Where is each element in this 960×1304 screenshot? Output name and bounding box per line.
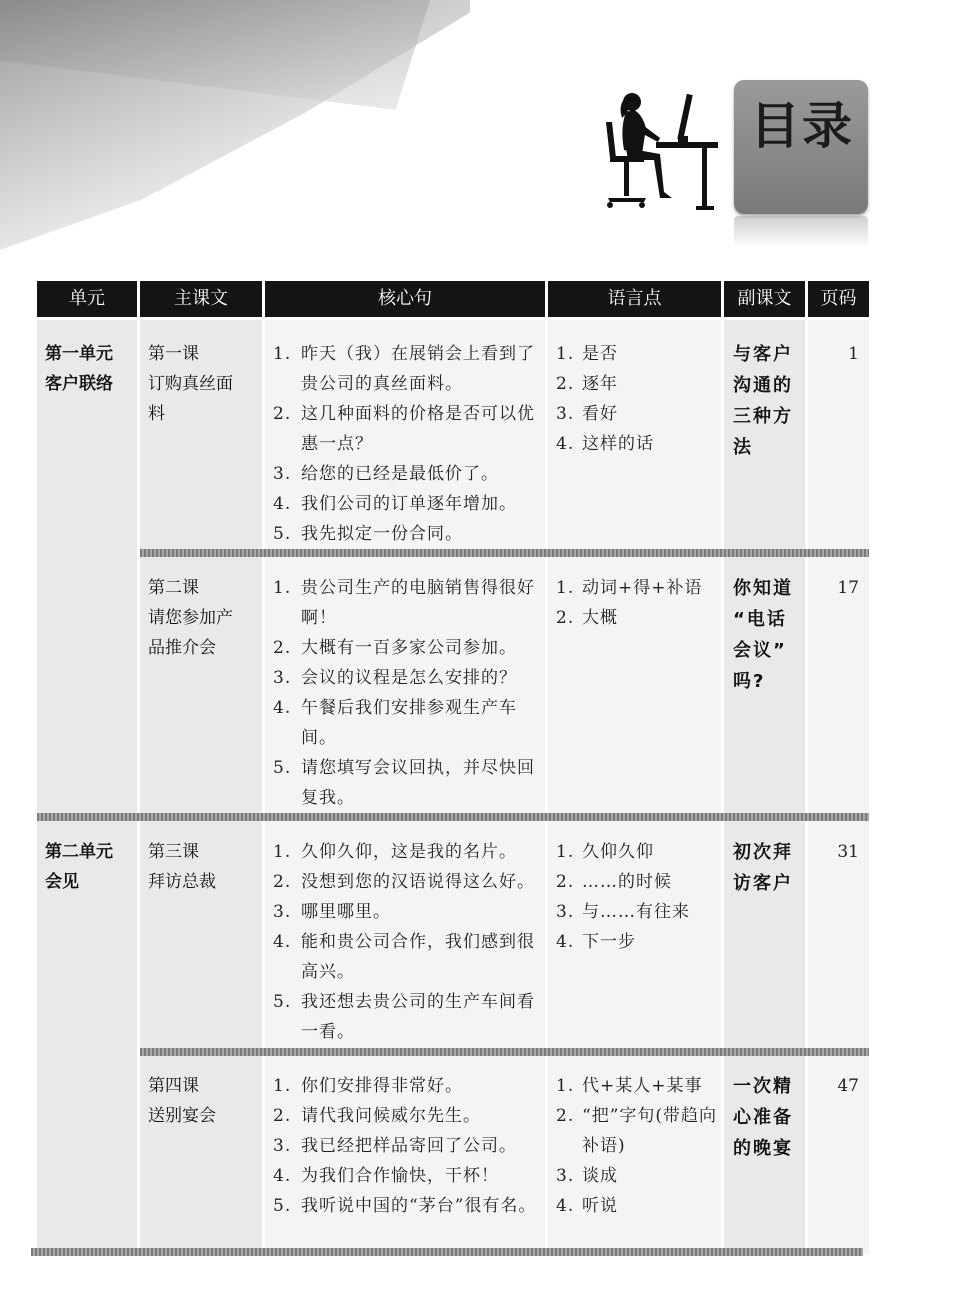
list-item: 1. 贵公司生产的电脑销售得很好啊！ <box>273 578 535 628</box>
list-item: 3. 谈成 <box>556 1166 618 1186</box>
list-item: 3. 与……有往来 <box>556 902 690 922</box>
list-item: 4. 下一步 <box>556 932 636 952</box>
list-item: 4. 我们公司的订单逐年增加。 <box>273 494 517 514</box>
language-point-list <box>556 837 718 957</box>
list-item: 1. 你们安排得非常好。 <box>273 1076 463 1096</box>
list-item: 1. 久仰久仰 <box>556 842 654 862</box>
list-item: 5. 请您填写会议回执，并尽快回复我。 <box>273 758 535 808</box>
core-sentence-list <box>273 837 541 1047</box>
page-number: 47 <box>837 1076 859 1096</box>
language-point-list <box>556 339 718 459</box>
list-item: 3. 给您的已经是最低价了。 <box>273 464 499 484</box>
unit-divider <box>37 813 869 821</box>
page-number: 17 <box>837 578 859 598</box>
header-core-sentences: 核心句 <box>265 281 545 317</box>
column-bg-unit <box>37 320 137 1254</box>
list-item: 2. ……的时候 <box>556 872 672 892</box>
list-item: 3. 我已经把样品寄回了公司。 <box>273 1136 517 1156</box>
sub-text-title: 与客户 沟通的 三种方 法 <box>733 344 793 458</box>
list-item: 5. 我还想去贵公司的生产车间看一看。 <box>273 992 535 1042</box>
table-bottom-rule <box>31 1248 863 1256</box>
list-item: 3. 看好 <box>556 404 618 424</box>
list-item: 2. “把”字句(带趋向补语) <box>556 1106 718 1156</box>
language-point-list <box>556 573 718 633</box>
core-sentence-list <box>273 1071 541 1221</box>
woman-at-desk-icon <box>598 88 718 212</box>
core-sentence-list <box>273 339 541 549</box>
list-item: 4. 午餐后我们安排参观生产车间。 <box>273 698 517 748</box>
list-item: 4. 听说 <box>556 1196 618 1216</box>
language-point-list <box>556 1071 718 1221</box>
list-item: 2. 大概 <box>556 608 618 628</box>
list-item: 2. 逐年 <box>556 374 618 394</box>
list-item: 3. 哪里哪里。 <box>273 902 391 922</box>
list-item: 5. 我听说中国的“茅台”很有名。 <box>273 1196 537 1216</box>
row-divider <box>140 549 869 557</box>
list-item: 1. 昨天（我）在展销会上看到了贵公司的真丝面料。 <box>273 344 535 394</box>
lesson-title: 第一课 订购真丝面 料 <box>148 344 233 424</box>
header-unit: 单元 <box>37 281 137 317</box>
list-item: 4. 能和贵公司合作，我们感到很高兴。 <box>273 932 535 982</box>
header-language-points: 语言点 <box>548 281 721 317</box>
list-item: 1. 是否 <box>556 344 618 364</box>
lesson-title: 第三课 拜访总裁 <box>148 842 216 892</box>
header-page: 页码 <box>808 281 869 317</box>
list-item: 4. 这样的话 <box>556 434 654 454</box>
list-item: 3. 会议的议程是怎么安排的？ <box>273 668 517 688</box>
list-item: 1. 代+某人+某事 <box>556 1076 703 1096</box>
sub-text-title: 初次拜 访客户 <box>733 842 793 894</box>
unit-label: 第一单元 客户联络 <box>45 344 113 394</box>
list-item: 2. 大概有一百多家公司参加。 <box>273 638 517 658</box>
sub-text-title: 你知道 “电话 会议” 吗? <box>733 578 793 692</box>
column-bg-page <box>808 320 869 1254</box>
sub-text-title: 一次精 心准备 的晚宴 <box>733 1076 793 1159</box>
lesson-title: 第二课 请您参加产 品推介会 <box>148 578 233 658</box>
title-box <box>734 80 868 214</box>
lesson-title: 第四课 送别宴会 <box>148 1076 216 1126</box>
page-number: 31 <box>837 842 859 862</box>
list-item: 2. 这几种面料的价格是否可以优惠一点？ <box>273 404 535 454</box>
list-item: 2. 请代我问候威尔先生。 <box>273 1106 481 1126</box>
list-item: 4. 为我们合作愉快，干杯！ <box>273 1166 499 1186</box>
row-divider <box>140 1048 869 1056</box>
title-reflection <box>734 216 868 248</box>
list-item: 1. 动词+得+补语 <box>556 578 703 598</box>
list-item: 1. 久仰久仰，这是我的名片。 <box>273 842 517 862</box>
page-title: 目录 <box>750 97 854 155</box>
header-sub-text: 副课文 <box>724 281 805 317</box>
page-number: 1 <box>848 344 859 364</box>
header-main-text: 主课文 <box>140 281 262 317</box>
list-item: 5. 我先拟定一份合同。 <box>273 524 463 544</box>
list-item: 2. 没想到您的汉语说得这么好。 <box>273 872 535 892</box>
unit-label: 第二单元 会见 <box>45 842 113 892</box>
core-sentence-list <box>273 573 541 813</box>
